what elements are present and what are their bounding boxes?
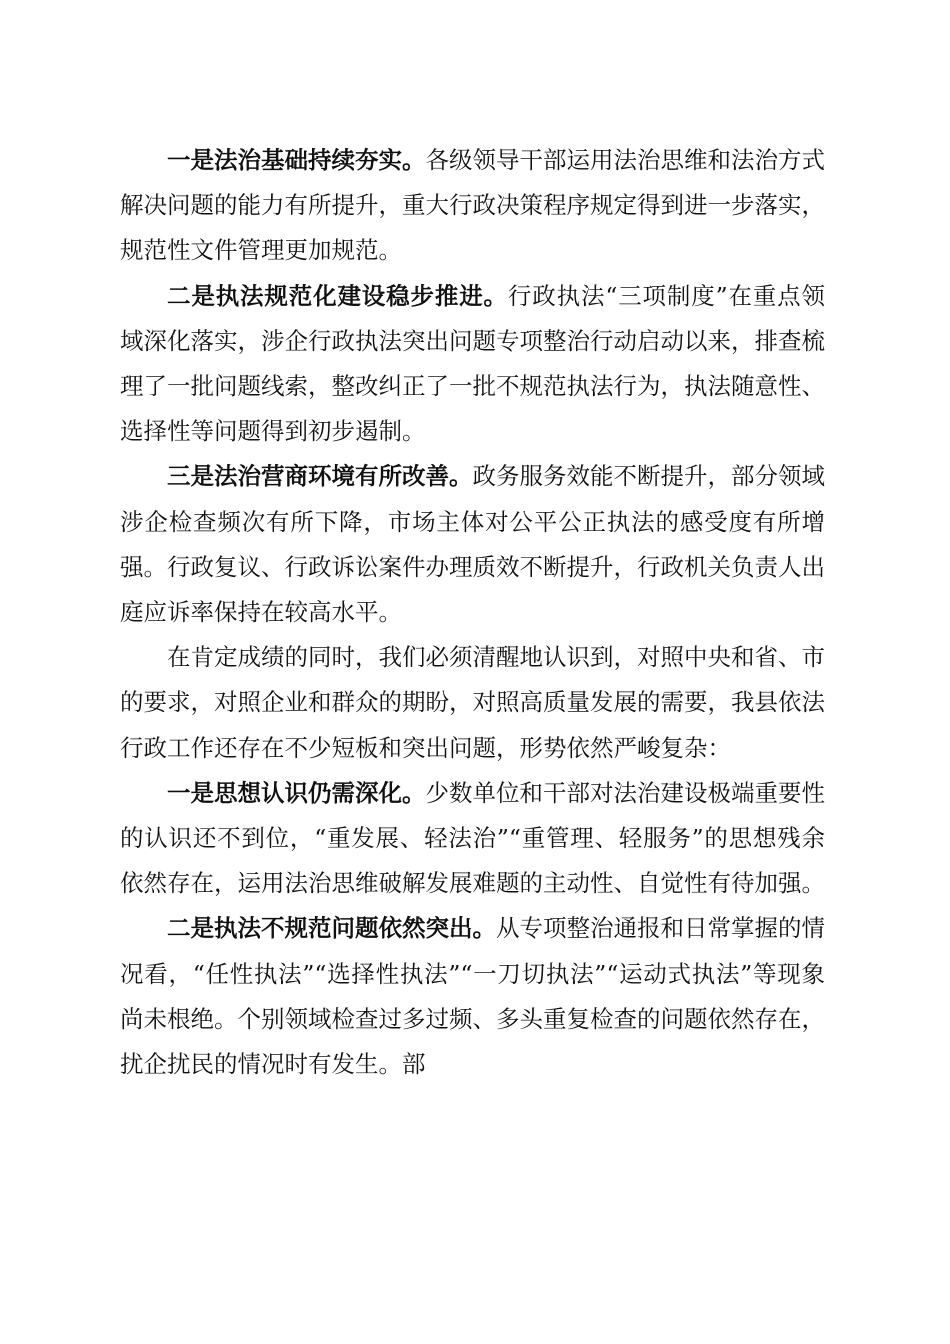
paragraph-3 <box>120 454 825 635</box>
document-body <box>120 138 825 1087</box>
paragraph-6 <box>120 906 825 1087</box>
paragraph-1-lead: 一是法治基础持续夯实。 <box>167 146 426 174</box>
paragraph-4 <box>120 635 825 771</box>
paragraph-5 <box>120 771 825 907</box>
paragraph-2-lead: 二是执法规范化建设稳步推进。 <box>167 281 508 310</box>
paragraph-6-lead: 二是执法不规范问题依然突出。 <box>167 914 496 943</box>
paragraph-5-lead: 一是思想认识仍需深化。 <box>167 778 426 807</box>
paragraph-2 <box>120 274 825 455</box>
paragraph-1-text: 各级领导干部运用法治思维和法治方式解决问题的能力有所提升，重大行政决策程序规定得到进一步落实，规范性文件管理更加规范。 <box>120 146 825 265</box>
paragraph-4-text: 在肯定成绩的同时，我们必须清醒地认识到，对照中央和省、市的要求，对照企业和群众的期盼，对照高质量发展的需要，我县依法行政工作还存在不少短板和突出问题，形势依然严峻复杂： <box>120 643 825 762</box>
paragraph-1 <box>120 138 825 274</box>
paragraph-6-text: 从专项整治通报和日常掌握的情况看，“任性执法”“选择性执法”“一刀切执法”“运动式执法”等现象尚未根绝。个别领域检查过多过频、多头重复检查的问题依然存在，扰企扰民的情况时有发生。部 <box>120 914 825 1079</box>
paragraph-3-text: 政务服务效能不断提升，部分领域涉企检查频次有所下降，市场主体对公平公正执法的感受度有所增强。行政复议、行政诉讼案件办理质效不断提升，行政机关负责人出庭应诉率保持在较高水平。 <box>120 462 825 627</box>
paragraph-3-lead: 三是法治营商环境有所改善。 <box>167 462 473 491</box>
paragraph-2-text: 行政执法“三项制度”在重点领域深化落实，涉企行政执法突出问题专项整治行动启动以来，排查梳理了一批问题线索，整改纠正了一批不规范执法行为，执法随意性、选择性等问题得到初步遏制。 <box>120 281 826 446</box>
paragraph-5-text: 少数单位和干部对法治建设极端重要性的认识还不到位，“重发展、轻法治”“重管理、轻服务”的思想残余依然存在，运用法治思维破解发展难题的主动性、自觉性有待加强。 <box>120 778 825 898</box>
